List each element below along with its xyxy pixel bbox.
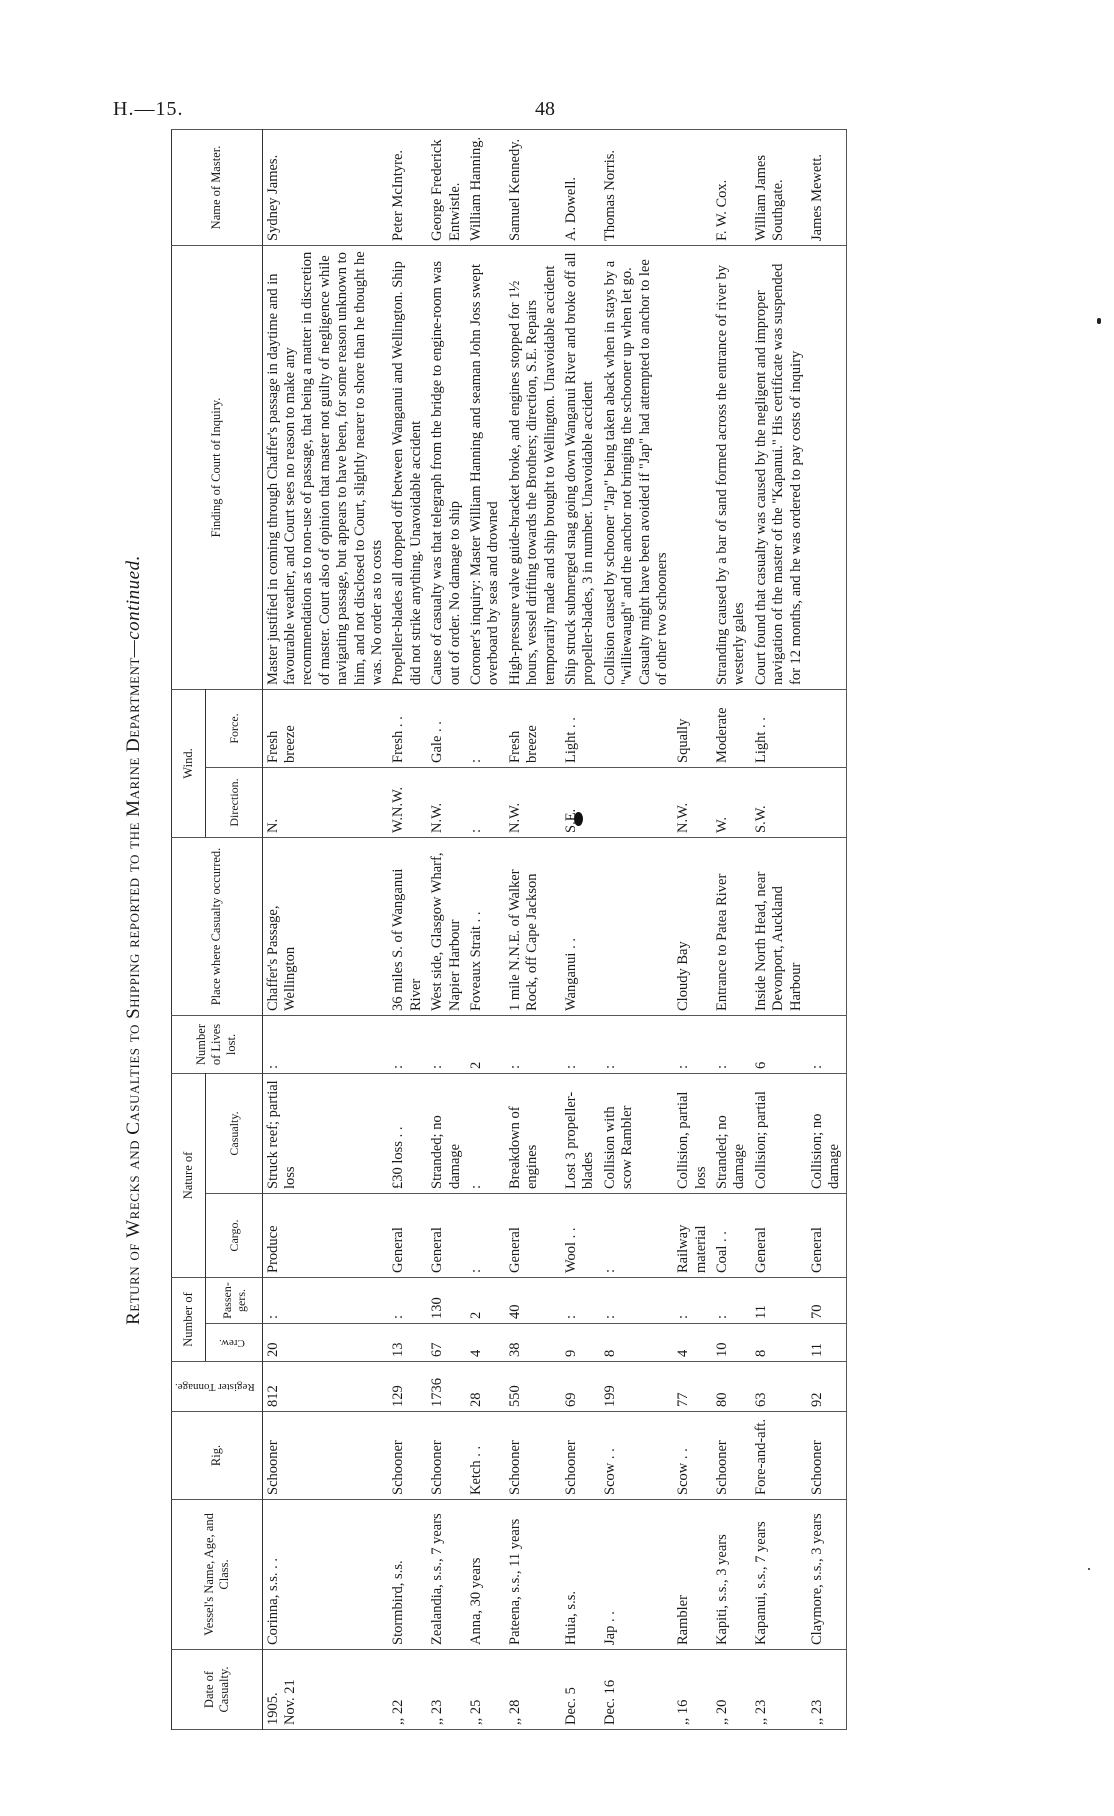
row-tonnage: 80 xyxy=(712,1362,751,1412)
row-tonnage: 28 xyxy=(466,1362,505,1412)
row-place: Chaffer's Passage, Wellington xyxy=(262,837,388,1015)
row-cargo: General xyxy=(505,1194,561,1278)
row-rig: Schooner xyxy=(262,1412,388,1500)
row-wind-force: Light . . xyxy=(561,689,600,767)
row-vessel: Rambler xyxy=(673,1500,712,1650)
row-wind-force: Squally xyxy=(673,689,712,767)
table-row xyxy=(505,129,561,1729)
row-finding: High-pressure valve guide-bracket broke, and engines stopped for 1½ hours, vessel drifting towards the Brothers; direction, S.E. Repairs temporarily made and ship brought to Wellington. Unavoidable accident xyxy=(505,245,561,689)
row-lives-lost: 6 xyxy=(751,1015,807,1073)
casualty-table xyxy=(171,129,847,1730)
row-cargo: : xyxy=(466,1194,505,1278)
row-date: Dec. 16 xyxy=(600,1650,674,1730)
header-master: Name of Master. xyxy=(172,129,263,245)
page-reference: H.—15. xyxy=(113,98,184,120)
row-wind-force xyxy=(600,689,674,767)
row-wind-direction: N.W. xyxy=(505,767,561,837)
row-wind-force: Fresh breeze xyxy=(262,689,388,767)
row-lives-lost: : xyxy=(427,1015,466,1073)
row-vessel: Kapanui, s.s., 7 years xyxy=(751,1500,807,1650)
row-rig: Schooner xyxy=(807,1412,846,1500)
table-row xyxy=(807,129,846,1729)
row-tonnage: 92 xyxy=(807,1362,846,1412)
header-vessel: Vessel's Name, Age, and Class. xyxy=(172,1500,263,1650)
row-lives-lost: : xyxy=(388,1015,427,1073)
row-rig: Scow . . xyxy=(600,1412,674,1500)
row-casualty: Stranded; no damage xyxy=(427,1073,466,1193)
row-passengers: : xyxy=(561,1278,600,1324)
row-tonnage: 1736 xyxy=(427,1362,466,1412)
row-place: West side, Glasgow Wharf, Napier Harbour xyxy=(427,837,466,1015)
row-passengers: : xyxy=(388,1278,427,1324)
row-wind-direction xyxy=(600,767,674,837)
row-wind-direction: W.N.W. xyxy=(388,767,427,837)
row-rig: Ketch . . xyxy=(466,1412,505,1500)
row-passengers: 11 xyxy=(751,1278,807,1324)
row-place: 36 miles S. of Wanganui River xyxy=(388,837,427,1015)
row-cargo: : xyxy=(600,1194,674,1278)
row-passengers: 40 xyxy=(505,1278,561,1324)
row-place: 1 mile N.N.E. of Walker Rock, off Cape Jackson xyxy=(505,837,561,1015)
row-cargo: General xyxy=(427,1194,466,1278)
row-wind-direction xyxy=(807,767,846,837)
row-rig: Schooner xyxy=(427,1412,466,1500)
row-lives-lost: : xyxy=(600,1015,674,1073)
row-date: ,, 23 xyxy=(751,1650,807,1730)
row-wind-direction: N.W. xyxy=(673,767,712,837)
row-crew: 13 xyxy=(388,1324,427,1362)
row-casualty: Collision; no damage xyxy=(807,1073,846,1193)
row-crew: 8 xyxy=(600,1324,674,1362)
row-wind-direction: S.E. xyxy=(561,767,600,837)
row-place: Entrance to Patea River xyxy=(712,837,751,1015)
row-casualty: Lost 3 propeller-blades xyxy=(561,1073,600,1193)
row-tonnage: 550 xyxy=(505,1362,561,1412)
row-wind-force: Fresh breeze xyxy=(505,689,561,767)
row-wind-direction: W. xyxy=(712,767,751,837)
row-crew: 38 xyxy=(505,1324,561,1362)
header-place: Place where Casualty occurred. xyxy=(172,837,263,1015)
row-passengers: : xyxy=(262,1278,388,1324)
row-tonnage: 69 xyxy=(561,1362,600,1412)
table-row xyxy=(262,129,388,1729)
row-lives-lost: : xyxy=(561,1015,600,1073)
row-rig: Schooner xyxy=(712,1412,751,1500)
row-finding xyxy=(807,245,846,689)
table-row xyxy=(751,129,807,1729)
row-tonnage: 199 xyxy=(600,1362,674,1412)
row-vessel: Claymore, s.s., 3 years xyxy=(807,1500,846,1650)
row-cargo: General xyxy=(388,1194,427,1278)
row-crew: 4 xyxy=(466,1324,505,1362)
header-rig: Rig. xyxy=(172,1412,263,1500)
table-row xyxy=(673,129,712,1729)
row-passengers: : xyxy=(673,1278,712,1324)
row-master: William Hanning. xyxy=(466,129,505,245)
table-row xyxy=(427,129,466,1729)
row-wind-force: Moderate xyxy=(712,689,751,767)
row-tonnage: 63 xyxy=(751,1362,807,1412)
row-tonnage: 129 xyxy=(388,1362,427,1412)
table-row xyxy=(712,129,751,1729)
row-date: ,, 20 xyxy=(712,1650,751,1730)
row-date: ,, 16 xyxy=(673,1650,712,1730)
row-wind-force: Gale . . xyxy=(427,689,466,767)
row-date: ,, 28 xyxy=(505,1650,561,1730)
row-master: James Mewett. xyxy=(807,129,846,245)
table-row xyxy=(466,129,505,1729)
row-place xyxy=(807,837,846,1015)
title-prefix: Return of xyxy=(123,1243,144,1325)
row-vessel: Zealandia, s.s., 7 years xyxy=(427,1500,466,1650)
header-casualty: Casualty. xyxy=(206,1073,262,1193)
row-lives-lost: 2 xyxy=(466,1015,505,1073)
row-master: George Frederick Entwistle. xyxy=(427,129,466,245)
row-rig: Schooner xyxy=(388,1412,427,1500)
row-place: Wanganui . . xyxy=(561,837,600,1015)
row-cargo: Produce xyxy=(262,1194,388,1278)
row-wind-force: Fresh . . xyxy=(388,689,427,767)
table-row xyxy=(388,129,427,1729)
row-passengers: 70 xyxy=(807,1278,846,1324)
row-vessel: Anna, 30 years xyxy=(466,1500,505,1650)
row-tonnage: 77 xyxy=(673,1362,712,1412)
table-body xyxy=(262,129,846,1729)
header-nature-of: Nature of xyxy=(172,1073,206,1277)
row-rig: Fore-and-aft. xyxy=(751,1412,807,1500)
row-date: Dec. 5 xyxy=(561,1650,600,1730)
row-finding: Cause of casualty was that telegraph from the bridge to engine-room was out of order. No damage to ship xyxy=(427,245,466,689)
row-wind-direction: N. xyxy=(262,767,388,837)
row-casualty: Collision; partial xyxy=(751,1073,807,1193)
header-wind: Wind. xyxy=(172,689,206,837)
row-finding: Coroner's inquiry: Master William Hanning and seaman John Joss swept overboard by seas and drowned xyxy=(466,245,505,689)
row-rig: Schooner xyxy=(561,1412,600,1500)
row-wind-force: : xyxy=(466,689,505,767)
row-wind-direction: : xyxy=(466,767,505,837)
ink-mark xyxy=(1097,318,1101,324)
row-date: ,, 23 xyxy=(427,1650,466,1730)
row-master: William James Southgate. xyxy=(751,129,807,245)
header-date: Date of Casualty. xyxy=(172,1650,263,1730)
row-place xyxy=(600,837,674,1015)
row-casualty: Stranded; no damage xyxy=(712,1073,751,1193)
row-place: Cloudy Bay xyxy=(673,837,712,1015)
row-wind-force xyxy=(807,689,846,767)
row-master: Samuel Kennedy. xyxy=(505,129,561,245)
header-force: Force. xyxy=(206,689,262,767)
header-lives-lost: Number of Lives lost. xyxy=(172,1015,263,1073)
row-finding: Court found that casualty was caused by the negligent and improper navigation of the master of the "Kapanui." His certificate was suspended for 12 months, and he was ordered to pay costs of inquiry xyxy=(751,245,807,689)
page-number: 48 xyxy=(535,98,555,120)
table-row xyxy=(561,129,600,1729)
row-master: Sydney James. xyxy=(262,129,388,245)
row-lives-lost: : xyxy=(673,1015,712,1073)
row-casualty: Struck reef; partial loss xyxy=(262,1073,388,1193)
row-master: F. W. Cox. xyxy=(712,129,751,245)
rotated-table-block xyxy=(123,136,1083,1730)
row-rig: Schooner xyxy=(505,1412,561,1500)
row-crew: 4 xyxy=(673,1324,712,1362)
row-lives-lost: : xyxy=(807,1015,846,1073)
row-vessel: Jap . . xyxy=(600,1500,674,1650)
row-crew: 10 xyxy=(712,1324,751,1362)
row-tonnage: 812 xyxy=(262,1362,388,1412)
row-finding xyxy=(673,245,712,689)
row-casualty: Collision, partial loss xyxy=(673,1073,712,1193)
row-cargo: Coal . . xyxy=(712,1194,751,1278)
header-finding: Finding of Court of Inquiry. xyxy=(172,245,263,689)
row-casualty: £30 loss . . xyxy=(388,1073,427,1193)
row-passengers: : xyxy=(712,1278,751,1324)
table-row xyxy=(600,129,674,1729)
header-cargo: Cargo. xyxy=(206,1194,262,1278)
row-crew: 8 xyxy=(751,1324,807,1362)
row-casualty: Collision with scow Rambler xyxy=(600,1073,674,1193)
header-number-of: Number of xyxy=(172,1278,206,1362)
header-tonnage: Register Tonnage. xyxy=(172,1362,263,1412)
row-casualty: : xyxy=(466,1073,505,1193)
row-finding: Ship struck submerged snag going down Wanganui River and broke off all propeller-blades, 3 in number. Unavoidable accident xyxy=(561,245,600,689)
row-crew: 67 xyxy=(427,1324,466,1362)
row-master: Peter McIntyre. xyxy=(388,129,427,245)
row-lives-lost: : xyxy=(712,1015,751,1073)
title-suffix: —continued. xyxy=(123,555,144,658)
row-lives-lost: : xyxy=(505,1015,561,1073)
title-main: Wrecks and Casualties to Shipping reported to the Marine Department xyxy=(123,657,144,1238)
row-passengers: : xyxy=(600,1278,674,1324)
row-wind-direction: N.W. xyxy=(427,767,466,837)
row-wind-direction: S.W. xyxy=(751,767,807,837)
header-direction: Direction. xyxy=(206,767,262,837)
row-crew: 20 xyxy=(262,1324,388,1362)
ink-dot xyxy=(1088,1568,1090,1570)
row-finding: Stranding caused by a bar of sand formed across the entrance of river by westerly gales xyxy=(712,245,751,689)
row-wind-force: Light . . xyxy=(751,689,807,767)
header-crew: Crew. xyxy=(206,1324,262,1362)
row-crew: 11 xyxy=(807,1324,846,1362)
row-vessel: Stormbird, s.s. xyxy=(388,1500,427,1650)
row-cargo: General xyxy=(807,1194,846,1278)
row-place: Foveaux Strait . . xyxy=(466,837,505,1015)
row-vessel: Pateena, s.s., 11 years xyxy=(505,1500,561,1650)
row-master xyxy=(673,129,712,245)
header-passengers: Passen-gers. xyxy=(206,1278,262,1324)
row-cargo: Wool . . xyxy=(561,1194,600,1278)
row-casualty: Breakdown of engines xyxy=(505,1073,561,1193)
row-finding: Master justified in coming through Chaffer's passage in daytime and in favourable weather, and Court sees no reason to make any recommendation as to non-use of passage, that being a matter in discretion of master. Court also of opinion that master not guilty of negligence while navigating passage, but appears to have been, for some reason unknown to him, and not disclosed to Court, slightly nearer to shore than he thought he was. No order as to costs xyxy=(262,245,388,689)
row-cargo: General xyxy=(751,1194,807,1278)
row-date: 1905. Nov. 21 xyxy=(262,1650,388,1730)
row-date: ,, 23 xyxy=(807,1650,846,1730)
row-date: ,, 22 xyxy=(388,1650,427,1730)
row-finding: Collision caused by schooner "Jap" being taken aback when in stays by a "williewaugh" and the anchor not bringing the schooner up when let go. Casualty might have been avoided if "Jap" had attempted to anchor to lee of other two schooners xyxy=(600,245,674,689)
row-lives-lost: : xyxy=(262,1015,388,1073)
table-title xyxy=(123,150,163,1730)
row-finding: Propeller-blades all dropped off between Wanganui and Wellington. Ship did not strike anything. Unavoidable accident xyxy=(388,245,427,689)
row-date: ,, 25 xyxy=(466,1650,505,1730)
row-crew: 9 xyxy=(561,1324,600,1362)
row-master: Thomas Norris. xyxy=(600,129,674,245)
row-master: A. Dowell. xyxy=(561,129,600,245)
row-vessel: Corinna, s.s. . . xyxy=(262,1500,388,1650)
row-cargo: Railway material xyxy=(673,1194,712,1278)
row-place: Inside North Head, near Devonport, Auckland Harbour xyxy=(751,837,807,1015)
row-passengers: 130 xyxy=(427,1278,466,1324)
row-passengers: 2 xyxy=(466,1278,505,1324)
row-rig: Scow . . xyxy=(673,1412,712,1500)
row-vessel: Kapiti, s.s., 3 years xyxy=(712,1500,751,1650)
row-vessel: Huia, s.s. xyxy=(561,1500,600,1650)
